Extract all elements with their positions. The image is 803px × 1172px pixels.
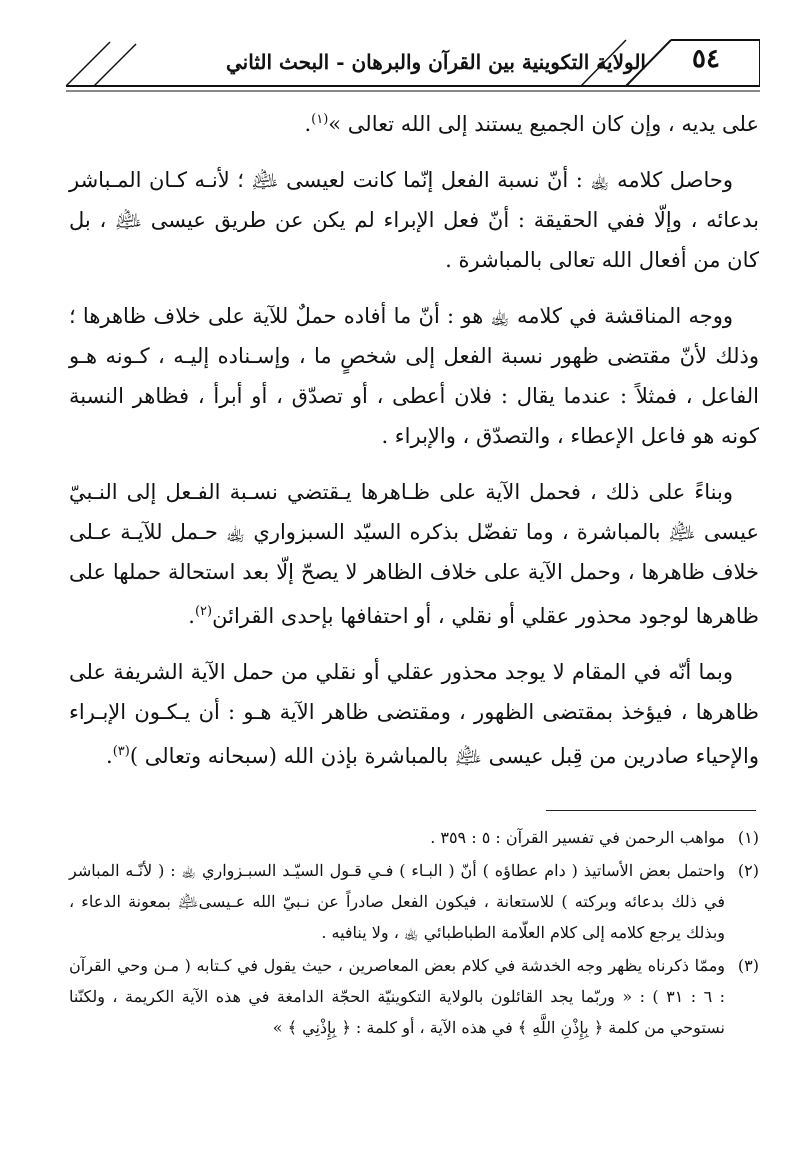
footnote-ref: (٣) (112, 744, 130, 759)
page-header (66, 38, 760, 94)
paragraph (69, 160, 759, 280)
footnotes (69, 822, 759, 1045)
running-title: الولاية التكوينية بين القرآن والبرهان - البحث الثاني (226, 50, 646, 74)
footnote-text: وممّا ذكرناه يظهر وجه الخدشة في كلام بعض المعاصرين ، حيث يقول في كـتابه ( مـن وحي القرآن : ٦ : ٣١ ) : « وربّما يجد القائلون بالولاية التكوينيّة الحجّة الدامغة في هذه الآية الكريمة ، ولكنّنا نستوحي من كلمة ﴿ بِإِذْنِ اللَّهِ ﴾ في هذه الآية ، أو كلمة : ﴿ بِإِذْنِي ﴾ » (69, 956, 726, 1037)
paragraph-text: وحاصل كلامه ﵀ : أنّ نسبة الفعل إنّما كانت لعيسى ﵇ ؛ لأنـه كـان المـباشر بدعائه ، وإلّا ففي الحقيقة : أنّ فعل الإبراء لم يكن عن طريق عيسى ﵇ ، بل كان من أفعال الله تعالى بالمباشرة . (69, 168, 759, 272)
footnote (69, 855, 759, 948)
footnote (69, 950, 759, 1043)
footnote-number: (٣) (737, 956, 759, 975)
paragraph-text: وبناءً على ذلك ، فحمل الآية على ظـاهرها يـقتضي نسـبة الفـعل إلى النـبيّ عيسى ﵇ بالمباشرة ، وما تفضّل بذكره السيّد السبزواري ﵀ حـمل للآيـة عـلى خلاف ظاهرها ، وحمل الآية على خلاف الظاهر لا يصحّ إلّا بعد استحالة حملها على ظاهرها لوجود محذور عقلي أو نقلي ، أو احتفافها بإحدى القرائن (69, 480, 759, 628)
paragraph (69, 296, 759, 456)
page-number: ٥٤ (692, 44, 720, 74)
footnote (69, 822, 759, 853)
footnote-text: واحتمل بعض الأساتيذ ( دام عطاؤه ) أنّ ( البـاء ) فـي قـول السيّـد السبـزواري ﵀ : ( لأنّـه المباشر في ذلك بدعائه وبركته ) للاستعانة ، فيكون الفعل صادراً عن نـبيّ الله عـيسى﵇ بمعونة الدعاء ، وبذلك يرجع كلامه إلى كلام العلّامة الطباطبائي ﵀ ، ولا ينافيه . (69, 861, 725, 942)
footnote-ref: (٢) (194, 604, 213, 619)
footnote-ref: (١) (311, 112, 329, 127)
paragraph-text: وبما أنّه في المقام لا يوجد محذور عقلي أو نقلي من حمل الآية الشريفة على ظاهرها ، فيؤخذ بمقتضى الظهور ، ومقتضى ظاهر الآية هـو : أن يـكـون الإبـراء والإحياء صادرين من قِبل عيسى ﵇ بالمباشرة بإذن الله (سبحانه وتعالى ) (69, 660, 759, 768)
main-text (69, 100, 759, 792)
paragraph: وبما أنّه في المقام لا يوجد محذور عقلي أو نقلي من حمل الآية الشريفة على ظاهرها ، فيؤخذ بمقتضى الظهور ، ومقتضى ظاهر الآية هـو : أن يـكـون الإبـراء والإحياء صادرين من قِبل عيسى ﵇ بالمباشرة بإذن الله (سبحانه وتعالى )$^{(٣)}$. (69, 660, 759, 768)
footnote-text: مواهب الرحمن في تفسير القرآن : ٥ : ٣٥٩ . (430, 828, 725, 847)
footnote-number: (١) (737, 828, 759, 847)
paragraph-text: ووجه المناقشة في كلامه ﵀ هو : أنّ ما أفاده حملٌ للآية على خلاف ظاهرها ؛ وذلك لأنّ مقتضى ظهور نسبة الفعل إلى شخصٍ ما ، وإسـناده إليـه ، كـونه هـو الفاعل ، فمثلاً : عندما يقال : فلان أعطى ، أو تصدّق ، أو أبرأ ، فظاهر النسبة كونه هو فاعل الإعطاء ، والتصدّق ، والإبراء . (69, 304, 759, 448)
paragraph: وبناءً على ذلك ، فحمل الآية على ظـاهرها يـقتضي نسـبة الفـعل إلى النـبيّ عيسى ﵇ بالمباشرة ، وما تفضّل بذكره السيّد السبزواري ﵀ حـمل للآيـة عـلى خلاف ظاهرها ، وحمل الآية على خلاف الظاهر لا يصحّ إلّا بعد استحالة حملها على ظاهرها لوجود محذور عقلي أو نقلي ، أو احتفافها بإحدى القرائن$^{(٢)}$. (69, 480, 759, 628)
footnote-divider (546, 810, 756, 811)
paragraph: على يديه ، وإن كان الجميع يستند إلى الله تعالى »$^{(١)}$. (304, 112, 759, 136)
footnote-number: (٢) (737, 861, 759, 880)
paragraph-text: على يديه ، وإن كان الجميع يستند إلى الله تعالى » (328, 112, 759, 136)
